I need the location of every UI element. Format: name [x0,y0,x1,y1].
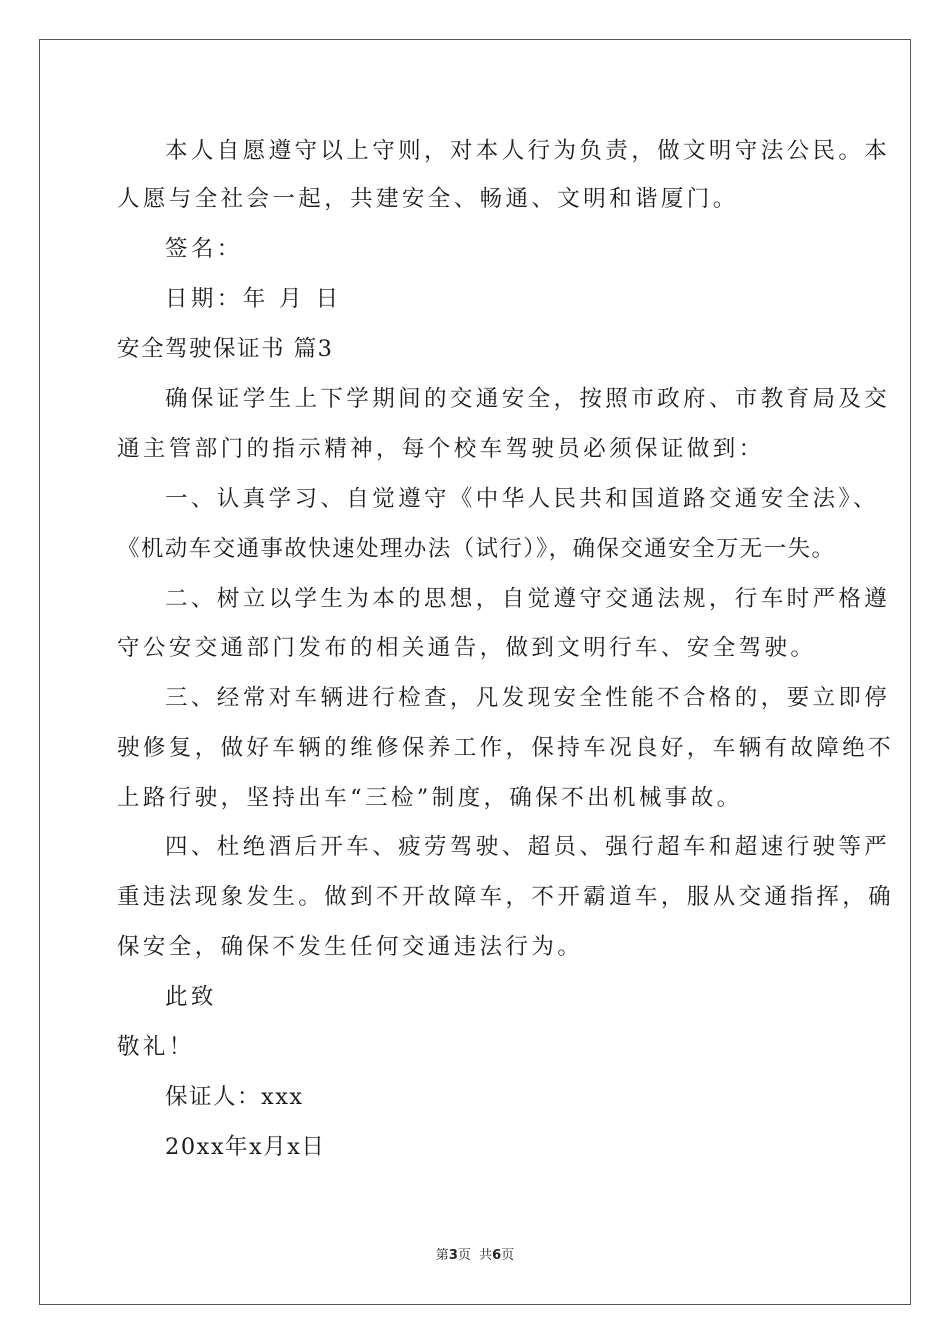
paragraph-line: 重违法现象发生。做到不开故障车，不开霸道车，服从交通指挥，确 [117,884,895,910]
total-page-number: 6 [492,1248,502,1263]
paragraph-line: 《机动车交通事故快速处理办法（试行）》，确保交通安全万无一失。 [117,536,836,562]
document-date: 20xx年x月x日 [165,1134,326,1160]
section-title: 安全驾驶保证书 篇3 [117,336,334,362]
paragraph-line: 四、杜绝酒后开车、疲劳驾驶、超员、强行超车和超速行驶等严 [165,834,891,860]
paragraph-line: 二、树立以学生为本的思想，自觉遵守交通法规，行车时严格遵 [165,586,891,612]
paragraph-line: 人愿与全社会一起，共建安全、畅通、文明和谐厦门。 [117,186,739,212]
salutation: 敬礼！ [117,1034,195,1060]
guarantor-label: 保证人：xxx [165,1084,304,1110]
paragraph-line: 确保证学生上下学期间的交通安全，按照市政府、市教育局及交 [165,386,891,412]
paragraph-line: 三、经常对车辆进行检查，凡发现安全性能不合格的，要立即停 [165,685,891,711]
footer-suffix: 页 [501,1248,515,1263]
paragraph-line: 本人自愿遵守以上守则，对本人行为负责，做文明守法公民。本 [165,138,891,164]
closing-line: 此致 [165,984,217,1010]
page-border [39,39,911,1305]
paragraph-line: 上路行驶，坚持出车“三检”制度，确保不出机械事故。 [117,785,743,811]
paragraph-line: 通主管部门的指示精神，每个校车驾驶员必须保证做到： [117,436,765,462]
paragraph-line: 驶修复，做好车辆的维修保养工作，保持车况良好，车辆有故障绝不 [117,735,895,761]
signature-label: 签名： [165,236,243,262]
page-number-footer [0,1249,950,1262]
current-page-number: 3 [448,1248,458,1263]
paragraph-line: 守公安交通部门发布的相关通告，做到文明行车、安全驾驶。 [117,635,817,661]
footer-prefix: 第 [435,1248,449,1263]
paragraph-line: 保安全，确保不发生任何交通违法行为。 [117,934,584,960]
date-label: 日期：年 月 日 [165,286,342,312]
paragraph-line: 一、认真学习、自觉遵守《中华人民共和国道路交通安全法》、 [165,486,879,512]
footer-mid: 页 共 [457,1248,493,1263]
